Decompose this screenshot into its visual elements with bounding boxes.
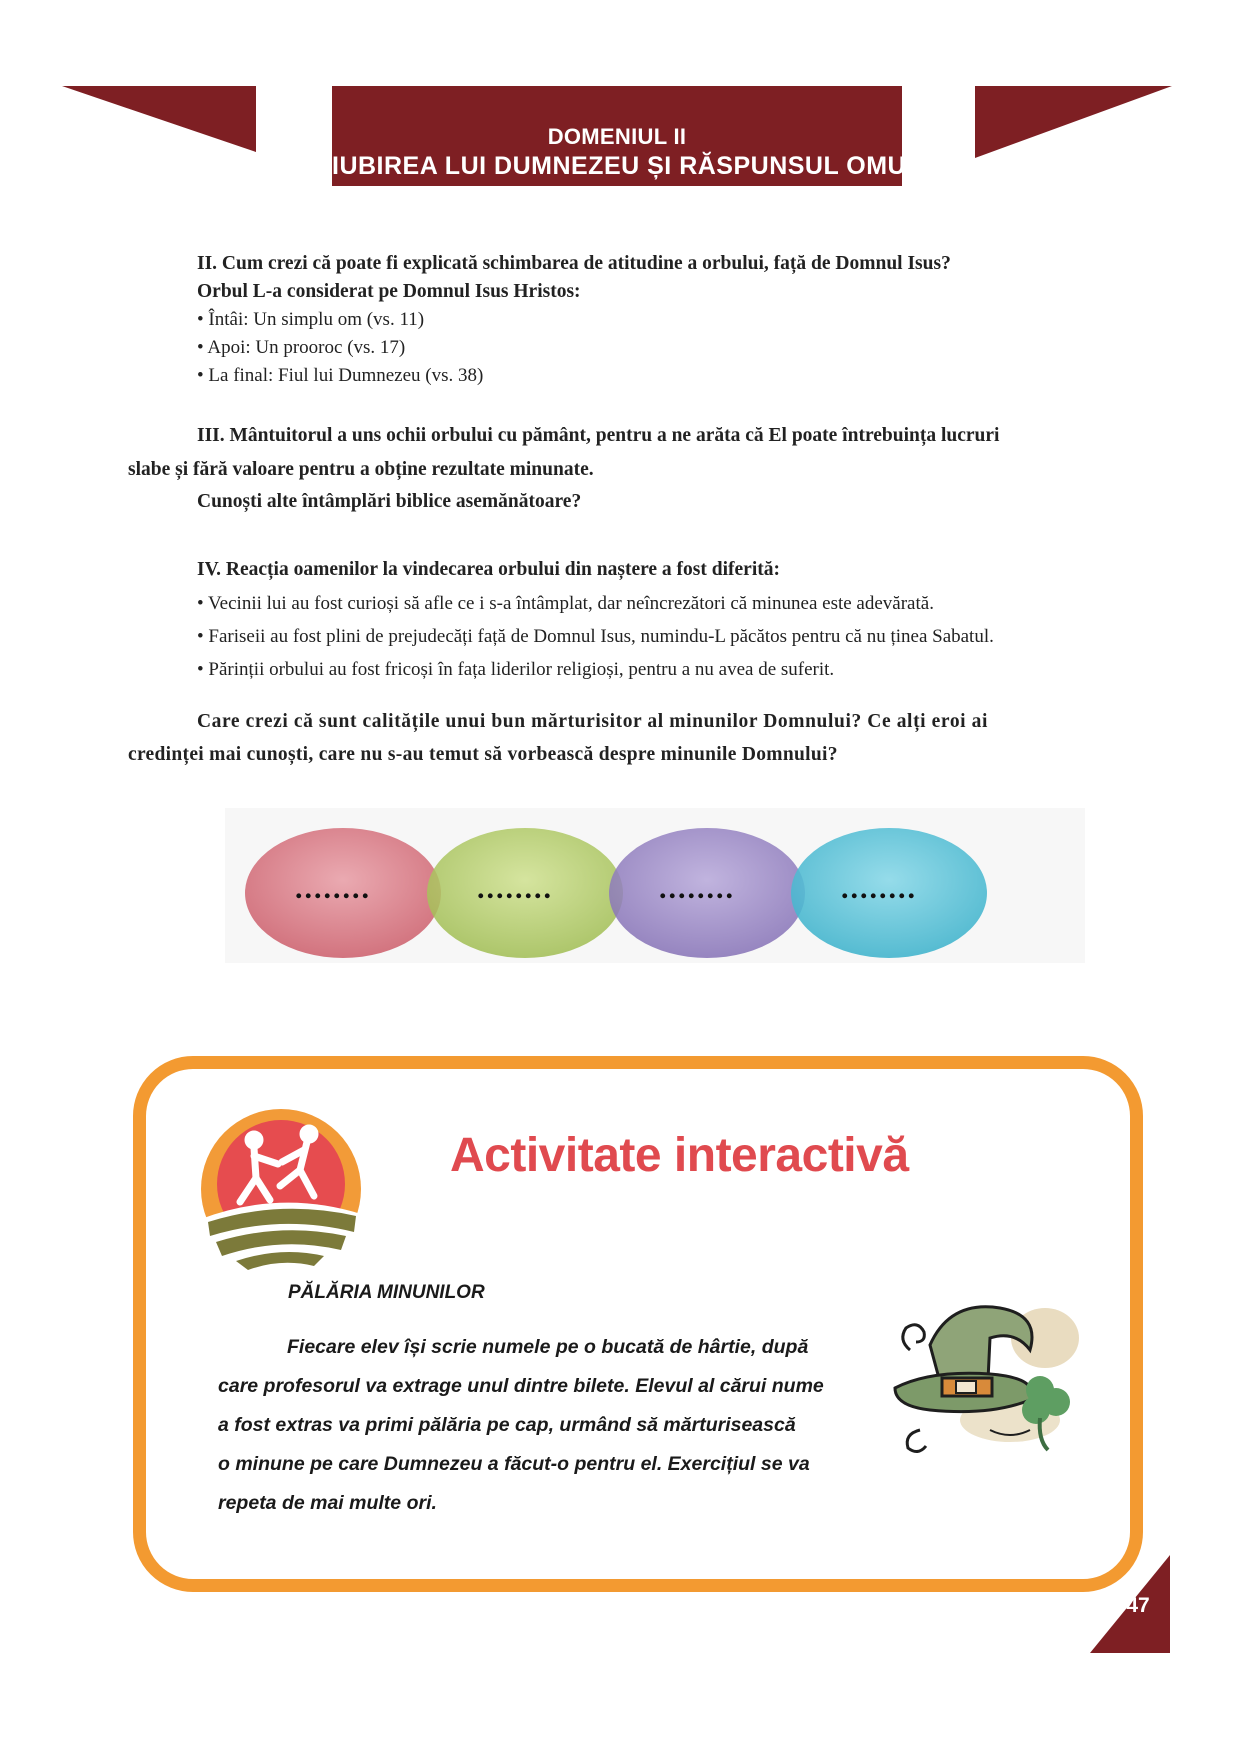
list-item: • Întâi: Un simplu om (vs. 11) xyxy=(197,309,425,330)
section4-question-line1: Care crezi că sunt calitățile unui bun mărturisitor al minunilor Domnului? Ce alți eroi ai xyxy=(197,711,989,732)
activity-text-line: care profesorul va extrage unul dintre bilete. Elevul al cărui nume xyxy=(218,1375,824,1397)
activity-subtitle: PĂLĂRIA MINUNILOR xyxy=(288,1282,485,1303)
activity-title: Activitate interactivă xyxy=(450,1129,909,1182)
domain-label: DOMENIUL II xyxy=(547,124,687,149)
section4-question-line2: credinței mai cunoști, care nu s-au temut să vorbească despre minunile Domnului? xyxy=(128,744,838,765)
section3-line1: III. Mântuitorul a uns ochii orbului cu pământ, pentru a ne arăta că El poate întrebuința lucruri xyxy=(197,425,1000,446)
section3-line2: slabe și fără valoare pentru a obține rezultate minunate. xyxy=(128,459,594,480)
activity-icon xyxy=(196,1104,366,1274)
oval-label: ........ xyxy=(841,872,917,905)
activity-text-line: o minune pe care Dumnezeu a făcut-o pentru el. Exercițiul se va xyxy=(218,1453,810,1475)
section2-intro: Orbul L-a considerat pe Domnul Isus Hristos: xyxy=(197,281,581,302)
list-item: • Apoi: Un prooroc (vs. 17) xyxy=(197,337,406,358)
list-item: • Fariseii au fost plini de prejudecăți față de Domnul Isus, numindu-L păcătos pentru că nu ținea Sabatul. xyxy=(197,626,994,647)
hat-illustration xyxy=(890,1290,1090,1460)
oval-label: ........ xyxy=(477,872,553,905)
domain-subtitle: IUBIREA LUI DUMNEZEU ȘI RĂSPUNSUL OMULUI xyxy=(332,152,948,180)
activity-text-line: repeta de mai multe ori. xyxy=(218,1492,437,1514)
section3-question: Cunoști alte întâmplări biblice asemănătoare? xyxy=(197,491,582,512)
activity-text-line: Fiecare elev își scrie numele pe o bucată de hârtie, după xyxy=(287,1336,809,1358)
domain-header xyxy=(332,86,948,186)
list-item: • Vecinii lui au fost curioși să afle ce i s-a întâmplat, dar neîncrezători că minunea este adevărată. xyxy=(197,593,934,614)
oval-label: ........ xyxy=(295,872,371,905)
page-number: 47 xyxy=(1126,1594,1150,1617)
section2-question: II. Cum crezi că poate fi explicată schimbarea de atitudine a orbului, față de Domnul Isus? xyxy=(197,253,951,274)
section4-heading: IV. Reacția oamenilor la vindecarea orbului din naștere a fost diferită: xyxy=(197,559,780,580)
list-item: • La final: Fiul lui Dumnezeu (vs. 38) xyxy=(197,365,484,386)
oval-label: ........ xyxy=(659,872,735,905)
list-item: • Părinții orbului au fost fricoși în fața liderilor religioși, pentru a nu avea de suferit. xyxy=(197,659,835,680)
activity-text-line: a fost extras va primi pălăria pe cap, urmând să mărturisească xyxy=(218,1414,796,1436)
